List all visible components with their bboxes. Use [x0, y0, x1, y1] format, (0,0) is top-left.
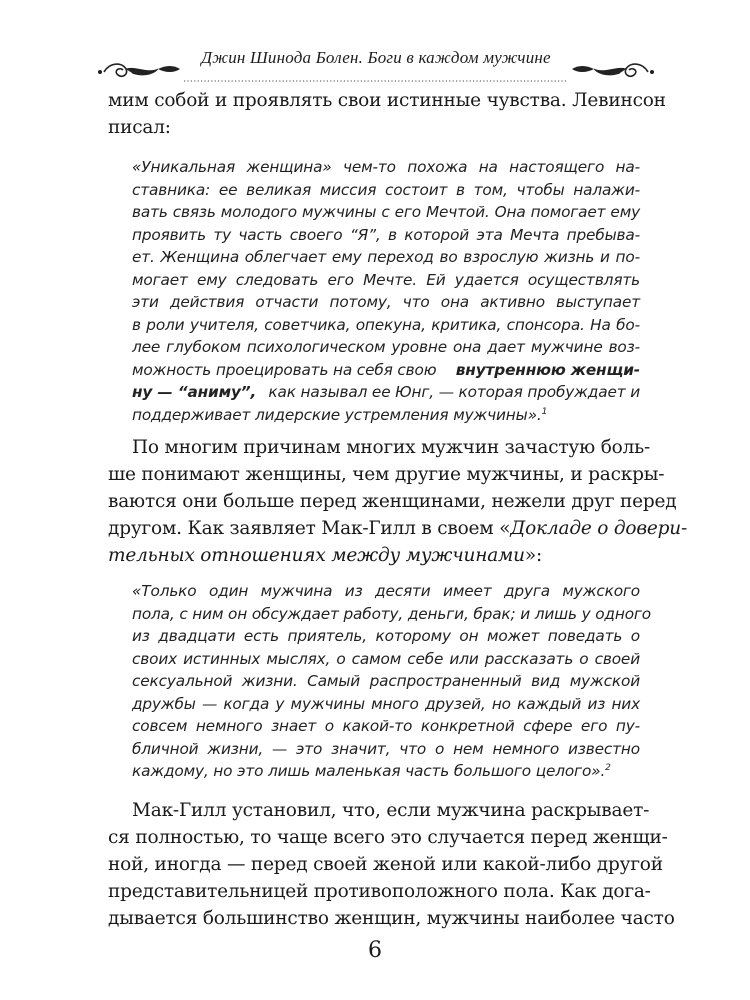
running-header: [96, 46, 656, 82]
quote-line: эти действия отчасти потому, что она активно выступает: [132, 293, 640, 311]
block-quote: [132, 580, 651, 783]
text-line: ше понимают женщины, чем другие мужчины, и раскры-: [108, 464, 665, 485]
footnote-ref: 2: [605, 763, 611, 773]
page-number: 6: [368, 938, 382, 963]
text-line: ной, иногда — перед своей женой или какой-либо другой: [108, 854, 663, 875]
quote-text: как называл ее Юнг, — которая пробуждает и: [268, 383, 640, 401]
quote-line: совсем немного знает о какой-то конкретной сфере его пу-: [132, 717, 640, 735]
quote-text: поддерживает лидерские устремления мужчины».: [132, 405, 542, 424]
emphasis-text: ну — “аниму”,: [132, 383, 257, 401]
paragraph: [108, 434, 688, 569]
quote-line: проявить ту часть своего “Я”, в которой эта Мечта пребыва-: [132, 225, 640, 244]
quote-line: пола, с ним он обсуждает работу, деньги, брак; и лишь у одного: [132, 604, 651, 623]
quote-line: [132, 760, 640, 783]
quote-line: могает ему следовать его Мечте. Ей удается осуществлять: [132, 270, 640, 289]
book-title-text: Докладе о довери-: [510, 518, 688, 539]
paragraph: [108, 87, 666, 141]
quote-line: лее глубоком психологическом уровне она дает мужчине воз-: [132, 338, 640, 356]
quote-line: ставника: ее великая миссия состоит в том, чтобы налажи-: [132, 180, 640, 199]
text-line: мим собой и проявлять свои истинные чувства. Левинсон: [108, 90, 666, 111]
block-quote: [132, 156, 640, 426]
text-line: [108, 542, 648, 569]
text-segment: другом. Как заявляет Мак-Гилл в своем «: [108, 518, 511, 539]
text-line: писал:: [108, 117, 171, 138]
quote-line: своих истинных мыслях, о самом себе или рассказать о своей: [132, 649, 640, 668]
header-title: Джин Шинода Болен. Боги в каждом мужчине: [201, 48, 551, 67]
footnote-ref: 1: [541, 406, 548, 417]
quote-line: в роли учителя, советчика, опекуна, критика, спонсора. На бо-: [132, 315, 640, 334]
quote-line: [132, 359, 640, 382]
text-line: Мак-Гилл установил, что, если мужчина раскрывает-: [132, 800, 650, 821]
text-line: По многим причинам многих мужчин зачастую боль-: [132, 437, 651, 458]
emphasis-text: внутреннюю женщи-: [455, 360, 640, 379]
quote-line: сексуальной жизни. Самый распространенный вид мужской: [132, 672, 640, 690]
quote-line: [132, 381, 640, 404]
quote-line: бличной жизни, — это значит, что о нем немного известно: [132, 739, 640, 758]
book-title-text: тельных отношениях между мужчинами: [108, 545, 525, 566]
quote-line: дружбы — когда у мужчины много друзей, но каждый из них: [132, 694, 640, 713]
text-segment: »:: [524, 545, 543, 566]
paragraph: [108, 797, 675, 932]
quote-line: «Уникальная женщина» чем-то похожа на настоящего на-: [132, 158, 640, 176]
text-line: дывается большинство женщин, мужчины наиболее часто: [108, 908, 675, 929]
quote-line: из двадцати есть приятель, которому он может поведать о: [132, 627, 640, 645]
quote-line: вать связь молодого мужчины с его Мечтой. Она помогает ему: [132, 203, 640, 221]
text-line: ся полностью, то чаще всего это случается перед женщи-: [108, 827, 668, 848]
quote-line: ет. Женщина облегчает ему переход во взрослую жизнь и по-: [132, 248, 640, 266]
quote-text: можность проецировать на себя свою: [132, 360, 437, 379]
quote-line: [132, 404, 640, 427]
text-line: ваются они больше перед женщинами, нежели друг перед: [108, 491, 677, 512]
text-line: представительницей противоположного пола. Как дога-: [108, 881, 651, 902]
quote-line: «Только один мужчина из десяти имеет друга мужского: [132, 582, 640, 600]
quote-text: каждому, но это лишь маленькая часть большого целого».: [132, 762, 606, 780]
text-line: [108, 515, 688, 542]
